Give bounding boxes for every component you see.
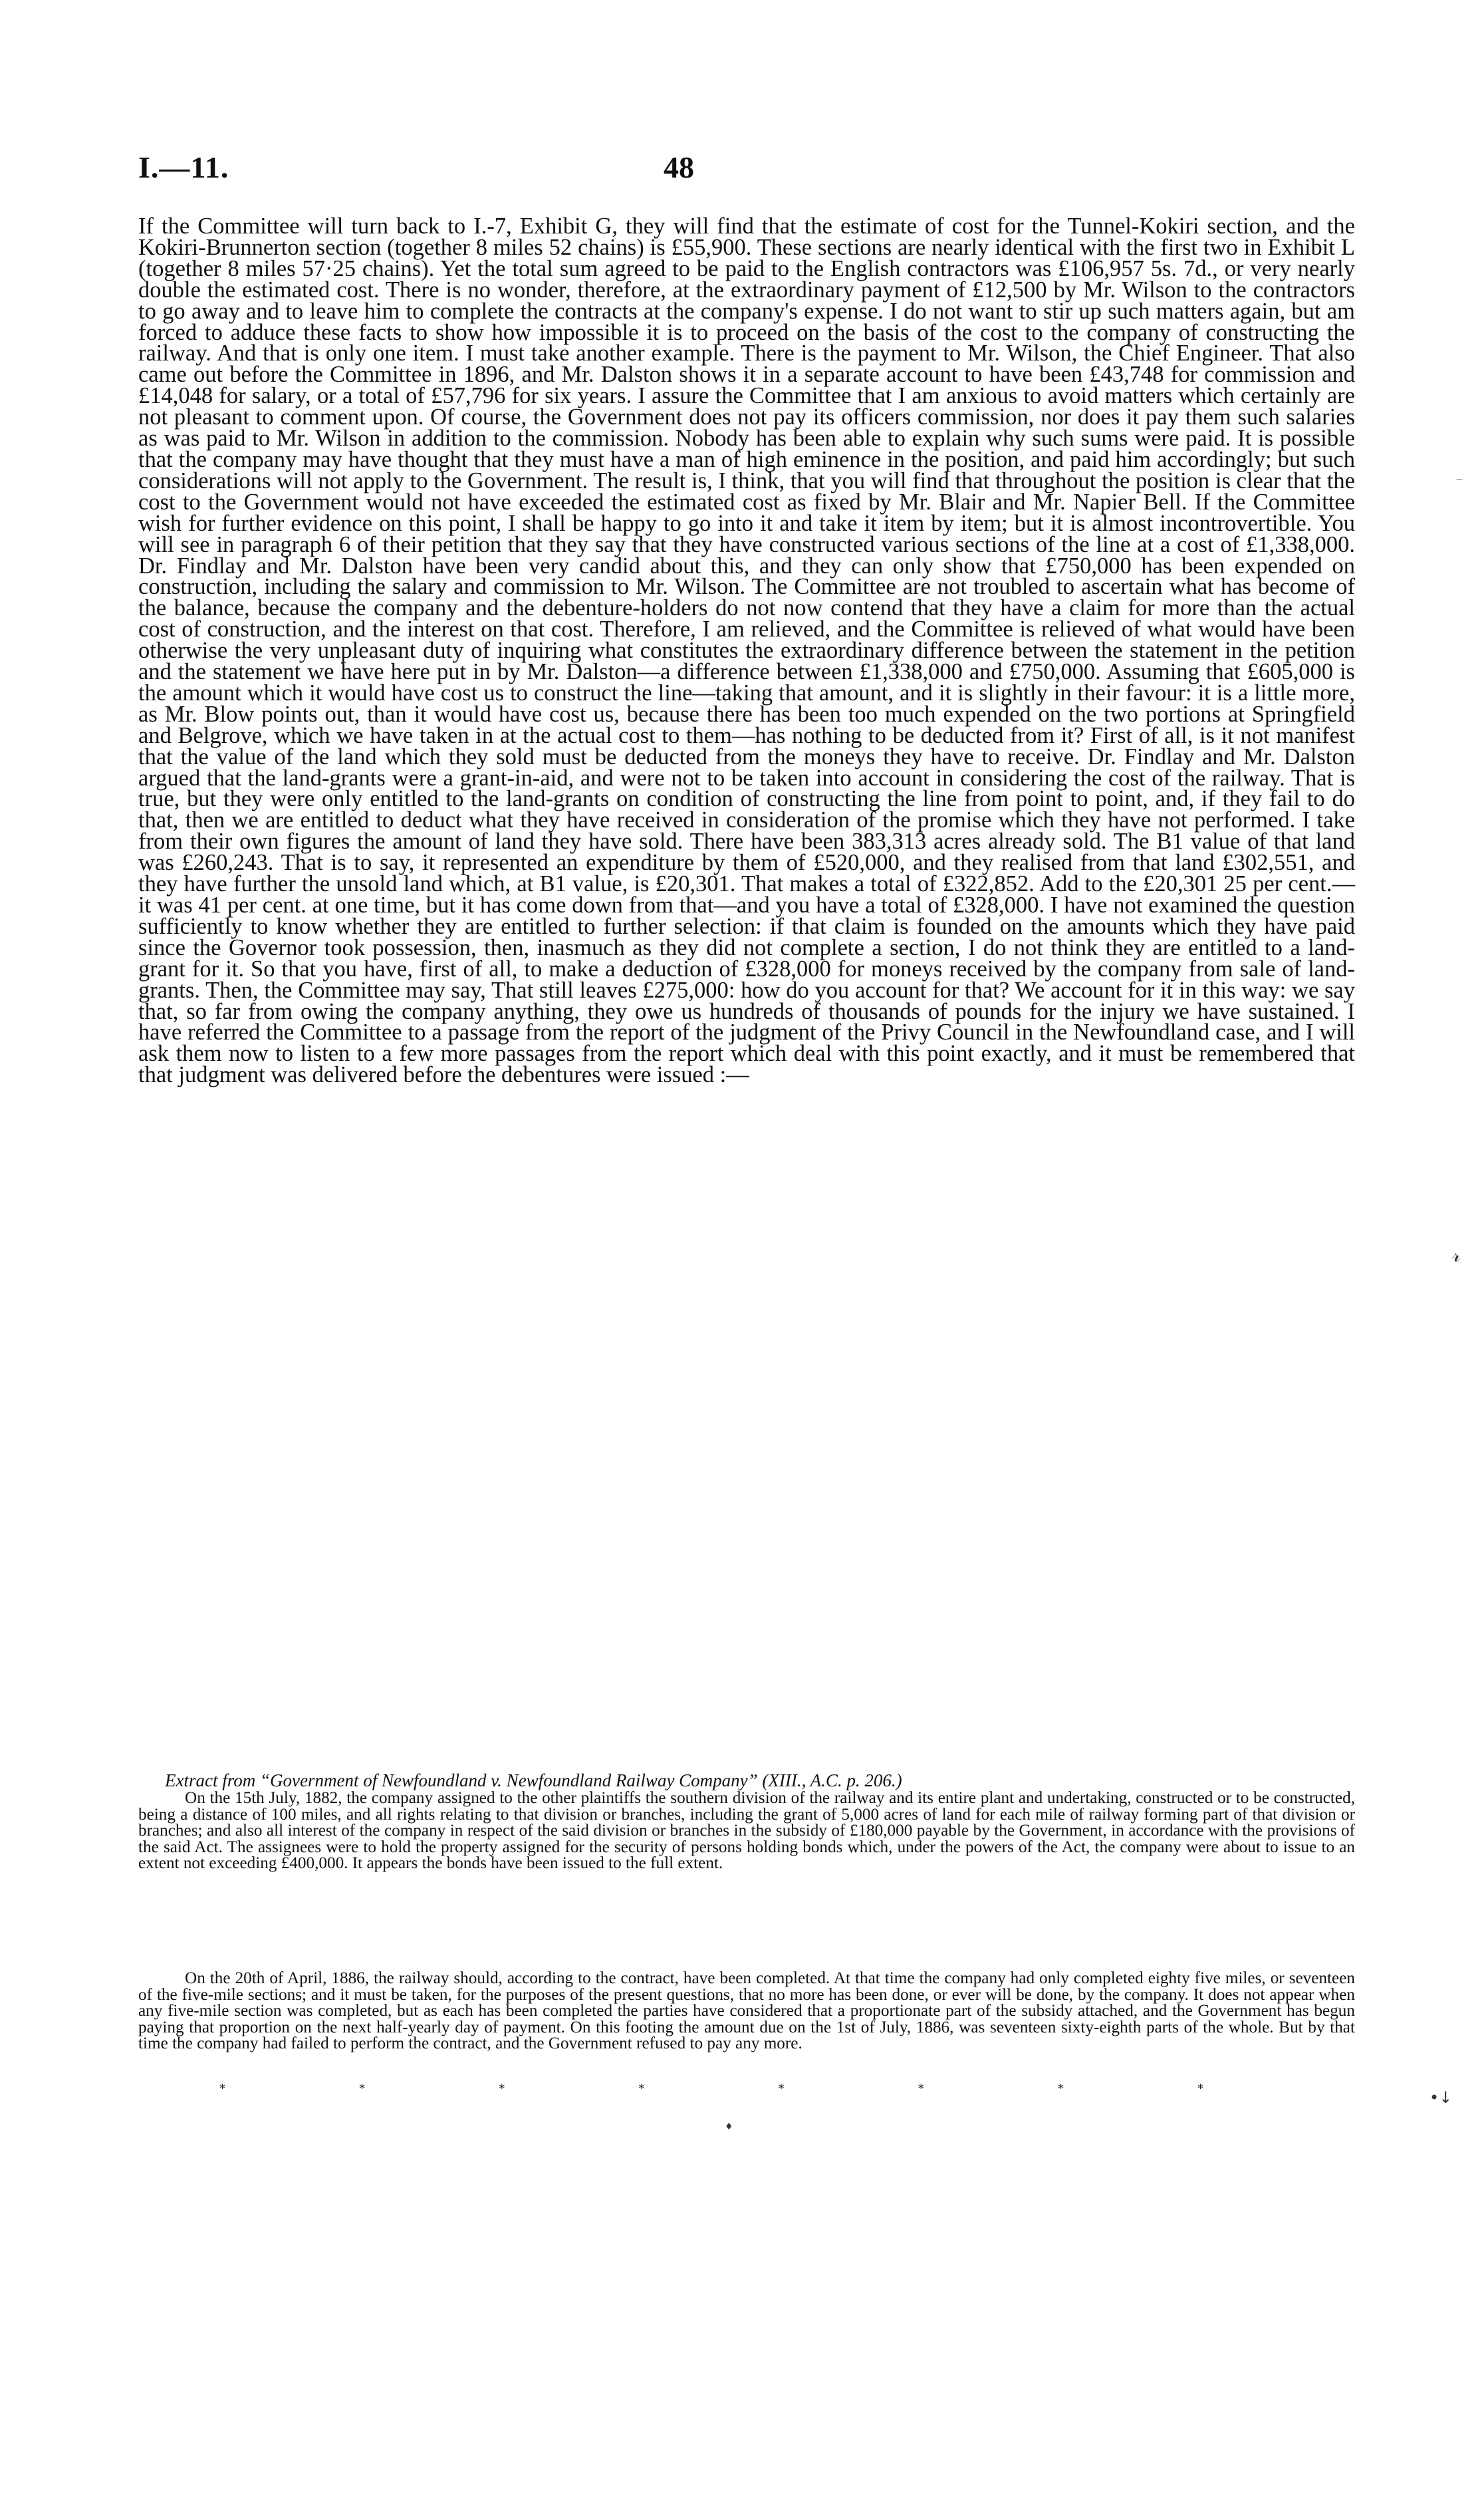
body-paragraph: If the Committee will turn back to I.-7, Exhibit G, they will find that the estimate of cost for the Tunnel-Kokiri section, and the Kokiri-Brunnerton section (together 8 miles 52 chains) is £55,900. These sections are nearly identical with the first two in Exhibit L (together 8 miles 57·25 chains). Yet the total sum agreed to be paid to the English contractors was £106,957 5s. 7d., or very nearly double the estimated cost. There is no wonder, therefore, at the extraordinary payment of £12,500 by Mr. Wilson to the contractors to go away and to leave him to complete the contracts at the company's expense. I do not want to stir up such matters again, but am forced to adduce these facts to show how impossible it is to proceed on the basis of the cost to the company of constructing the railway. And that is only one item. I must take another example. There is the payment to Mr. Wilson, the Chief Engineer. That also came out before the Committee in 1896, and Mr. Dalston shows it in a separate account to have been £43,748 for commission and £14,048 for salary, or a total of £57,796 for six years. I assure the Committee that I am anxious to avoid matters which certainly are not pleasant to comment upon. Of course, the Government does not pay its officers commission, nor does it pay them such salaries as was paid to Mr. Wilson in addition to the commission. Nobody has been able to explain why such sums were paid. It is possible that the company may have thought that they must have a man of high eminence in the position, and paid him accordingly; but such considerations will not apply to the Government. The result is, I think, that you will find that throughout the position is clear that the cost to the Government would not have exceeded the estimated cost as fixed by Mr. Blair and Mr. Napier Bell. If the Committee wish for further evidence on this point, I shall be happy to go into it and take it item by item; but it is almost incontrovertible. You will see in paragraph 6 of their petition that they say that they have constructed various sections of the line at a cost of £1,338,000. Dr. Findlay and Mr. Dalston have been very candid about this, and they can only show that £750,000 has been expended on construction, including the salary and commission to Mr. Wilson. The Committee are not troubled to ascertain what has become of the balance, because the company and the debenture-holders do not now contend that they have a claim for more than the actual cost of construction, and the interest on that cost. Therefore, I am relieved, and the Committee is relieved of what would have been otherwise the very unpleasant duty of inquiring what constitutes the extraordinary difference between the statement in the petition and the statement we have here put in by Mr. Dalston—a difference between £1,338,000 and £750,000. Assuming that £605,000 is the amount which it would have cost us to construct the line—taking that amount, and it is slightly in their favour: it is a little more, as Mr. Blow points out, than it would have cost us, because there has been too much expended on the two portions at Springfield and Belgrove, which we have taken in at the actual cost to them—has nothing to be deducted from it? First of all, is it not manifest that the value of the land which they sold must be deducted from the moneys they have to receive. Dr. Findlay and Mr. Dalston argued that the land-grants were a grant-in-aid, and were not to be taken into account in considering the cost of the railway. That is true, but they were only entitled to the land-grants on condition of constructing the line from point to point, and, if they fail to do that, then we are entitled to deduct what they have received in consideration of the promise which they have not performed. I take from their own figures the amount of land they have sold. There have been 383,313 acres already sold. The B1 value of that land was £260,243. That is to say, it represented an expenditure by them of £520,000, and they realised from that land £302,551, and they have further the unsold land which, at B1 value, is £20,301. That makes a total of £322,852. Add to the £20,301 25 per cent.—it was 41 per cent. at one time, but it has come down from that—and you have a total of £328,000. I have not examined the question sufficiently to know whether they are entitled to further selection: if that claim is founded on the amounts which they have paid since the Governor took possession, then, inasmuch as they did not complete a section, I do not think they are entitled to a land-grant for it. So that you have, first of all, to make a deduction of £328,000 for moneys received by the company from sale of land-grants. Then, the Committee may say, That still leaves £275,000: how do you account for that? We account for it in this way: we say that, so far from owing the company anything, they owe us hundreds of thousands of pounds for the injury we have sustained. I have referred the Committee to a passage from the report of the judgment of the Privy Council in the Newfoundland case, and I will ask them now to listen to a few more passages from the report which deal with this point exactly, and it must be remembered that that judgment was delivered before the debentures were issued :—	[138, 213, 1355, 1088]
ellipsis-star: *	[638, 2082, 645, 2096]
ellipsis-star: *	[359, 2082, 366, 2096]
scan-speck: ♦	[725, 2122, 733, 2132]
ellipsis-star: *	[219, 2082, 225, 2096]
document-reference: I.—11.	[138, 150, 229, 184]
ellipsis-star: *	[499, 2082, 505, 2096]
extract-paragraph-1: On the 15th July, 1882, the company assigned to the other plaintiffs the southern division of the railway and its entire plant and undertaking, constructed or to be constructed, being a distance of 100 miles, and all rights relating to that division or branches, including the grant of 5,000 acres of land for each mile of railway forming part of that division or branches; and also all interest of the company in respect of the said division or branches in the subsidy of £180,000 payable by the Government, in accordance with the provisions of the said Act. The assignees were to hold the property assigned for the security of persons holding bonds which, under the powers of the Act, the company were about to issue to an extent not exceeding £400,000. It appears the bonds have been issued to the full extent.	[138, 1789, 1355, 1873]
page-header	[138, 150, 1355, 196]
ellipsis-row	[219, 2082, 1203, 2096]
margin-scan-mark: 𝓇	[1452, 1244, 1461, 1267]
extract-paragraph-2: On the 20th of April, 1886, the railway should, according to the contract, have been completed. At that time the company had only completed eighty five miles, or seventeen of the five-mile sections; and it must be taken, for the purposes of the present questions, that no more has been done, or ever will be done, by the company. It does not appear when any five-mile section was completed, but as each has been completed the parties have considered that a proportionate part of the subsidy attached, and the Government has begun paying that proportion on the next half-yearly day of payment. On this footing the amount due on the 1st of July, 1886, was seventeen sixty-eighth parts of the whole. But by that time the company had failed to perform the contract, and the Government refused to pay any more.	[138, 1969, 1355, 2053]
margin-scan-mark: •↓	[1429, 2088, 1453, 2107]
ellipsis-star: *	[918, 2082, 924, 2096]
ellipsis-star: *	[778, 2082, 785, 2096]
ellipsis-star: *	[1057, 2082, 1064, 2096]
scan-speck: —	[1456, 476, 1463, 484]
ellipsis-star: *	[1197, 2082, 1203, 2096]
page-number: 48	[664, 150, 694, 184]
extract-title: Extract from “Government of Newfoundland v. Newfoundland Railway Company” (XIII., A.C. p. 206.)	[165, 1770, 902, 1790]
